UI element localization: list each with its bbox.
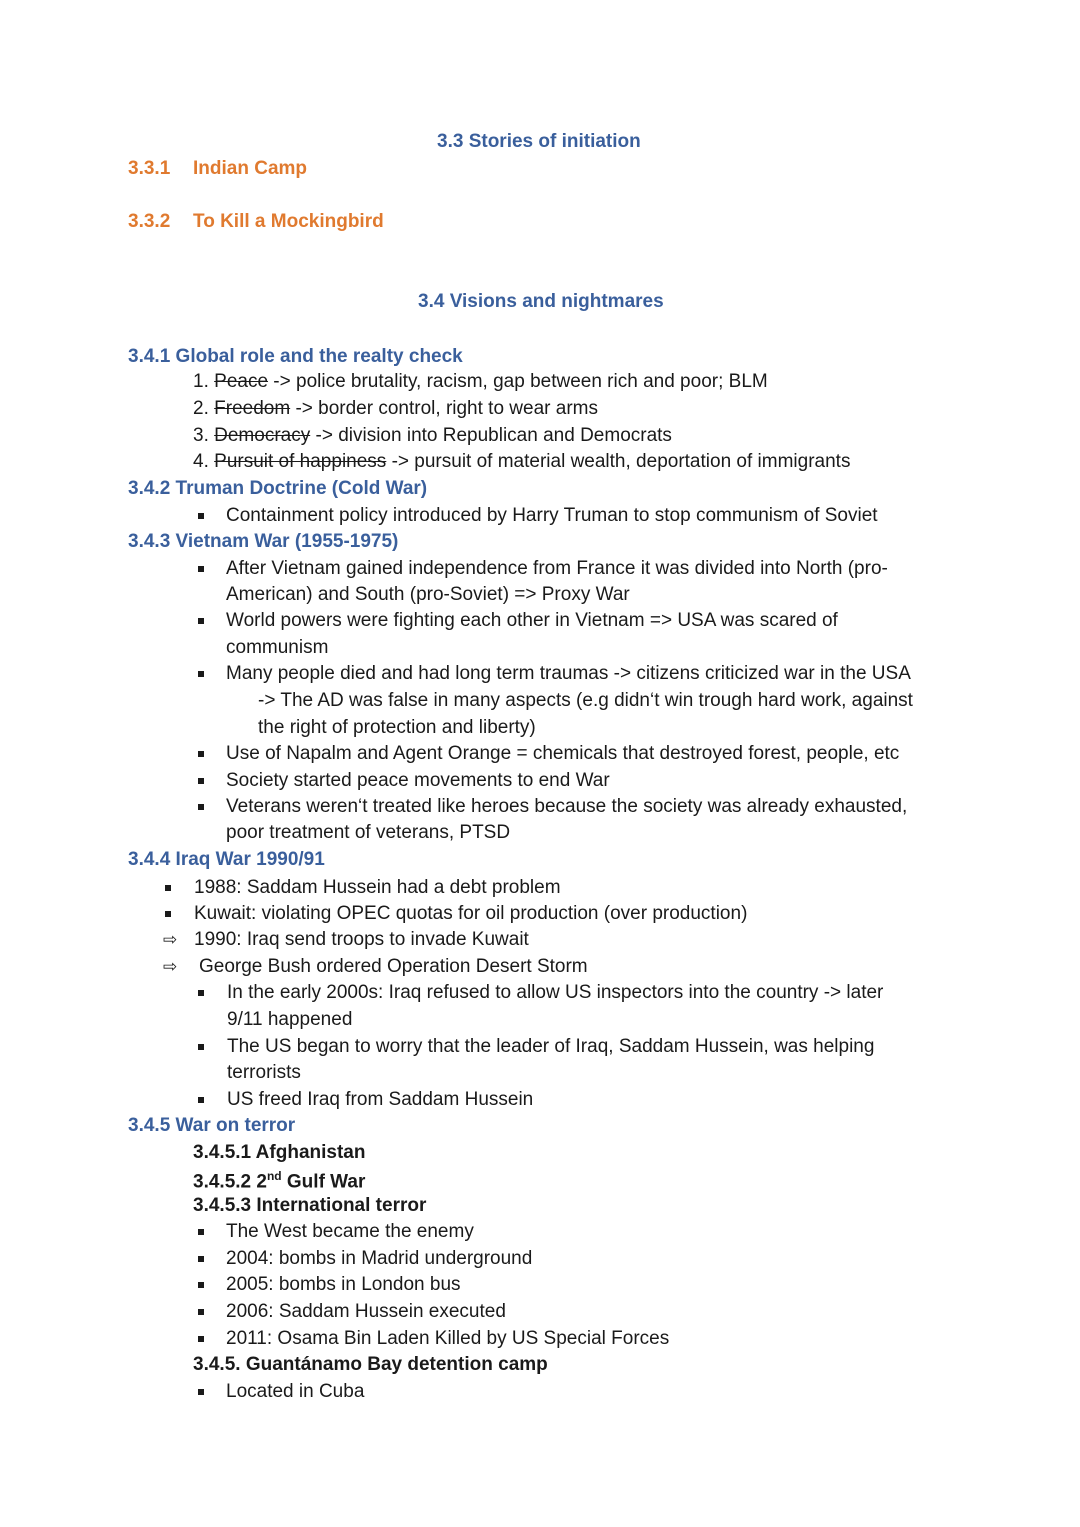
list-item: 2004: bombs in Madrid underground bbox=[226, 1248, 533, 1269]
list-item: World powers were fighting each other in Vietnam => USA was scared of bbox=[226, 610, 838, 631]
list-item: Society started peace movements to end War bbox=[226, 770, 610, 791]
bullet-icon bbox=[198, 1229, 204, 1235]
heading-3-4-5: 3.4.5 War on terror bbox=[128, 1115, 296, 1136]
bullet-icon bbox=[165, 911, 171, 917]
subheading-3-4-5-1: 3.4.5.1 Afghanistan bbox=[193, 1142, 366, 1163]
list-item: 1988: Saddam Hussein had a debt problem bbox=[194, 877, 561, 898]
list-item-continuation: communism bbox=[226, 637, 329, 658]
list-item: Located in Cuba bbox=[226, 1381, 365, 1402]
list-item: George Bush ordered Operation Desert Storm bbox=[199, 956, 588, 977]
bullet-icon bbox=[198, 1044, 204, 1050]
bullet-icon bbox=[198, 566, 204, 572]
list-item-continuation: 9/11 happened bbox=[227, 1009, 353, 1030]
list-item: Containment policy introduced by Harry Truman to stop communism of Soviet bbox=[226, 505, 878, 526]
list-item-continuation: -> The AD was false in many aspects (e.g didn‘t win trough hard work, against bbox=[258, 690, 913, 711]
list-item-continuation: the right of protection and liberty) bbox=[258, 717, 536, 738]
list-item: In the early 2000s: Iraq refused to allow US inspectors into the country -> later bbox=[227, 982, 884, 1003]
heading-3-3-2-label: To Kill a Mockingbird bbox=[193, 211, 384, 232]
subheading-3-4-5-2: 3.4.5.2 2nd Gulf War bbox=[193, 1169, 366, 1193]
heading-3-4-2: 3.4.2 Truman Doctrine (Cold War) bbox=[128, 478, 428, 499]
list-item: The West became the enemy bbox=[226, 1221, 474, 1242]
subheading-guantanamo: 3.4.5. Guantánamo Bay detention camp bbox=[193, 1354, 548, 1375]
heading-3-4-4: 3.4.4 Iraq War 1990/91 bbox=[128, 849, 325, 870]
bullet-icon bbox=[198, 618, 204, 624]
list-item: Many people died and had long term traumas -> citizens criticized war in the USA bbox=[226, 663, 911, 684]
bullet-icon bbox=[165, 885, 171, 891]
list-item-continuation: terrorists bbox=[227, 1062, 301, 1083]
heading-3-4-1: 3.4.1 Global role and the realty check bbox=[128, 346, 463, 367]
list-item: 2011: Osama Bin Laden Killed by US Special Forces bbox=[226, 1328, 670, 1349]
heading-3-3-1-label: Indian Camp bbox=[193, 158, 308, 179]
bullet-icon bbox=[198, 751, 204, 757]
bullet-icon bbox=[198, 1309, 204, 1315]
bullet-icon bbox=[198, 513, 204, 519]
list-item: 3. Democracy -> division into Republican and Democrats bbox=[193, 425, 672, 446]
bullet-icon bbox=[198, 804, 204, 810]
list-item: 2005: bombs in London bus bbox=[226, 1274, 461, 1295]
list-item: Use of Napalm and Agent Orange = chemicals that destroyed forest, people, etc bbox=[226, 743, 900, 764]
list-item: After Vietnam gained independence from France it was divided into North (pro- bbox=[226, 558, 888, 579]
bullet-icon bbox=[198, 778, 204, 784]
bullet-icon bbox=[198, 671, 204, 677]
bullet-icon bbox=[198, 990, 204, 996]
list-item: 4. Pursuit of happiness -> pursuit of material wealth, deportation of immigrants bbox=[193, 451, 851, 472]
bullet-icon bbox=[198, 1389, 204, 1395]
heading-3-3-2-number: 3.3.2 bbox=[128, 211, 171, 232]
subheading-3-4-5-3: 3.4.5.3 International terror bbox=[193, 1195, 427, 1216]
heading-3-4-3: 3.4.3 Vietnam War (1955-1975) bbox=[128, 531, 399, 552]
bullet-icon bbox=[198, 1336, 204, 1342]
section-title-3-4: 3.4 Visions and nightmares bbox=[418, 291, 664, 312]
bullet-icon bbox=[198, 1282, 204, 1288]
list-item: The US began to worry that the leader of Iraq, Saddam Hussein, was helping bbox=[227, 1036, 875, 1057]
list-item: US freed Iraq from Saddam Hussein bbox=[227, 1089, 534, 1110]
section-title-3-3: 3.3 Stories of initiation bbox=[437, 131, 641, 152]
list-item: Kuwait: violating OPEC quotas for oil production (over production) bbox=[194, 903, 748, 924]
list-item: 2006: Saddam Hussein executed bbox=[226, 1301, 506, 1322]
list-item-continuation: poor treatment of veterans, PTSD bbox=[226, 822, 511, 843]
list-item: 2. Freedom -> border control, right to wear arms bbox=[193, 398, 598, 419]
list-item-continuation: American) and South (pro-Soviet) => Proxy War bbox=[226, 584, 630, 605]
arrow-right-icon: ⇨ bbox=[163, 930, 178, 949]
bullet-icon bbox=[198, 1097, 204, 1103]
list-item: 1. Peace -> police brutality, racism, gap between rich and poor; BLM bbox=[193, 371, 768, 392]
bullet-icon bbox=[198, 1256, 204, 1262]
heading-3-3-1-number: 3.3.1 bbox=[128, 158, 171, 179]
list-item: 1990: Iraq send troops to invade Kuwait bbox=[194, 929, 529, 950]
list-item: Veterans weren‘t treated like heroes because the society was already exhausted, bbox=[226, 796, 908, 817]
arrow-right-icon: ⇨ bbox=[163, 957, 178, 976]
